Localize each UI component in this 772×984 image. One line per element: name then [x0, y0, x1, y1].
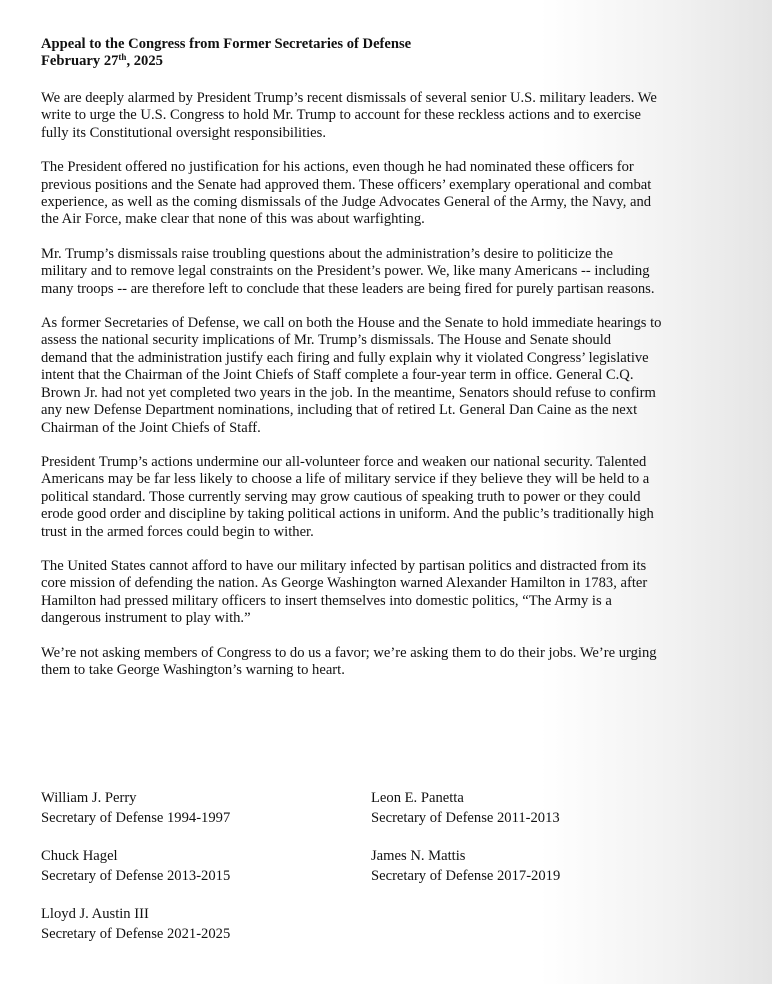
- paragraph-4: [41, 315, 758, 437]
- paragraph-3: [41, 246, 758, 298]
- signatory-mattis: [371, 846, 560, 886]
- paragraph-line: core mission of defending the nation. As George Washington warned Alexander Hamilton in 1783, after: [41, 575, 648, 592]
- letter-title: Appeal to the Congress from Former Secretaries of Defense: [41, 36, 412, 52]
- paragraph-6: [41, 558, 758, 628]
- date-month-day: February 27: [41, 53, 119, 69]
- signatory-name: Leon E. Panetta: [371, 790, 464, 806]
- paragraph-line: assess the national security implications of Mr. Trump’s dismissals. The House and Senate should: [41, 332, 612, 349]
- letter-body: [41, 90, 758, 679]
- paragraph-line: We are deeply alarmed by President Trump’s recent dismissals of several senior U.S. military leaders. We: [41, 90, 657, 106]
- paragraph-line: write to urge the U.S. Congress to hold Mr. Trump to account for these reckless actions and to exercise: [41, 107, 641, 124]
- signatory-name: Lloyd J. Austin III: [41, 906, 149, 922]
- paragraph-line: trust in the armed forces could begin to wither.: [41, 523, 314, 540]
- paragraph-1: [41, 90, 758, 142]
- paragraph-line: Mr. Trump’s dismissals raise troubling questions about the administration’s desire to politicize the: [41, 245, 613, 262]
- paragraph-7: [41, 645, 758, 680]
- letter-date: [41, 53, 758, 70]
- paragraph-line: previous positions and the Senate had approved them. These officers’ exemplary operational and combat: [41, 176, 652, 193]
- paragraph-line: the Air Force, make clear that none of this was about warfighting.: [41, 211, 425, 228]
- paragraph-line: erode good order and discipline by taking political actions in uniform. And the public’s traditionally high: [41, 506, 654, 523]
- paragraph-2: [41, 159, 758, 229]
- paragraph-line: fully its Constitutional oversight responsibilities.: [41, 124, 326, 141]
- signatory-hagel: [41, 846, 230, 886]
- letter-heading: [41, 36, 758, 70]
- paragraph-line: Chairman of the Joint Chiefs of Staff.: [41, 419, 261, 436]
- paragraph-line: As former Secretaries of Defense, we call on both the House and the Senate to hold immediate hearings to: [41, 315, 662, 332]
- signatory-perry: [41, 788, 230, 828]
- paragraph-line: military and to remove legal constraints on the President’s power. We, like many Americans -- including: [41, 263, 650, 280]
- signatory-title: Secretary of Defense 2021-2025: [41, 926, 231, 942]
- date-year: , 2025: [126, 53, 163, 69]
- paragraph-line: Brown Jr. had not yet completed two years in the job. In the meantime, Senators should refuse to confirm: [41, 384, 656, 401]
- signatory-austin: [41, 904, 230, 944]
- paragraph-line: political standard. Those currently serving may grow cautious of speaking truth to power or they could: [41, 488, 641, 505]
- paragraph-line: We’re not asking members of Congress to do us a favor; we’re asking them to do their jobs. We’re urging: [41, 644, 657, 661]
- paragraph-line: intent that the Chairman of the Joint Chiefs of Staff complete a four-year term in office. General C.Q.: [41, 367, 634, 384]
- signatory-name: James N. Mattis: [371, 848, 466, 864]
- signatory-title: Secretary of Defense 2017-2019: [371, 868, 561, 884]
- signatory-title: Secretary of Defense 1994-1997: [41, 810, 231, 826]
- signatory-title: Secretary of Defense 2011-2013: [371, 810, 560, 826]
- paragraph-5: [41, 454, 758, 541]
- paragraph-line: any new Defense Department nominations, including that of retired Lt. General Dan Caine as the next: [41, 402, 638, 419]
- paragraph-line: Americans may be far less likely to choose a life of military service if they believe they will be held to a: [41, 471, 650, 488]
- signatory-panetta: [371, 788, 560, 828]
- paragraph-line: demand that the administration justify each firing and fully explain why it violated Congress’ legislative: [41, 349, 649, 366]
- paragraph-line: President Trump’s actions undermine our all-volunteer force and weaken our national security. Talented: [41, 453, 647, 470]
- paragraph-line: dangerous instrument to play with.”: [41, 610, 251, 627]
- paragraph-line: The President offered no justification for his actions, even though he had nominated these officers for: [41, 159, 634, 176]
- paragraph-line: The United States cannot afford to have our military infected by partisan politics and distracted from its: [41, 557, 647, 574]
- date-ordinal-suffix: th: [118, 52, 127, 62]
- signatory-title: Secretary of Defense 2013-2015: [41, 868, 231, 884]
- signatory-name: William J. Perry: [41, 790, 137, 806]
- paragraph-line: many troops -- are therefore left to conclude that these leaders are being fired for purely partisan reasons.: [41, 280, 655, 297]
- signatory-name: Chuck Hagel: [41, 848, 118, 864]
- paragraph-line: Hamilton had pressed military officers to insert themselves into domestic politics, “The Army is a: [41, 592, 612, 609]
- paragraph-line: them to take George Washington’s warning to heart.: [41, 661, 345, 678]
- paragraph-line: experience, as well as the coming dismissals of the Judge Advocates General of the Army, the Navy, and: [41, 194, 652, 211]
